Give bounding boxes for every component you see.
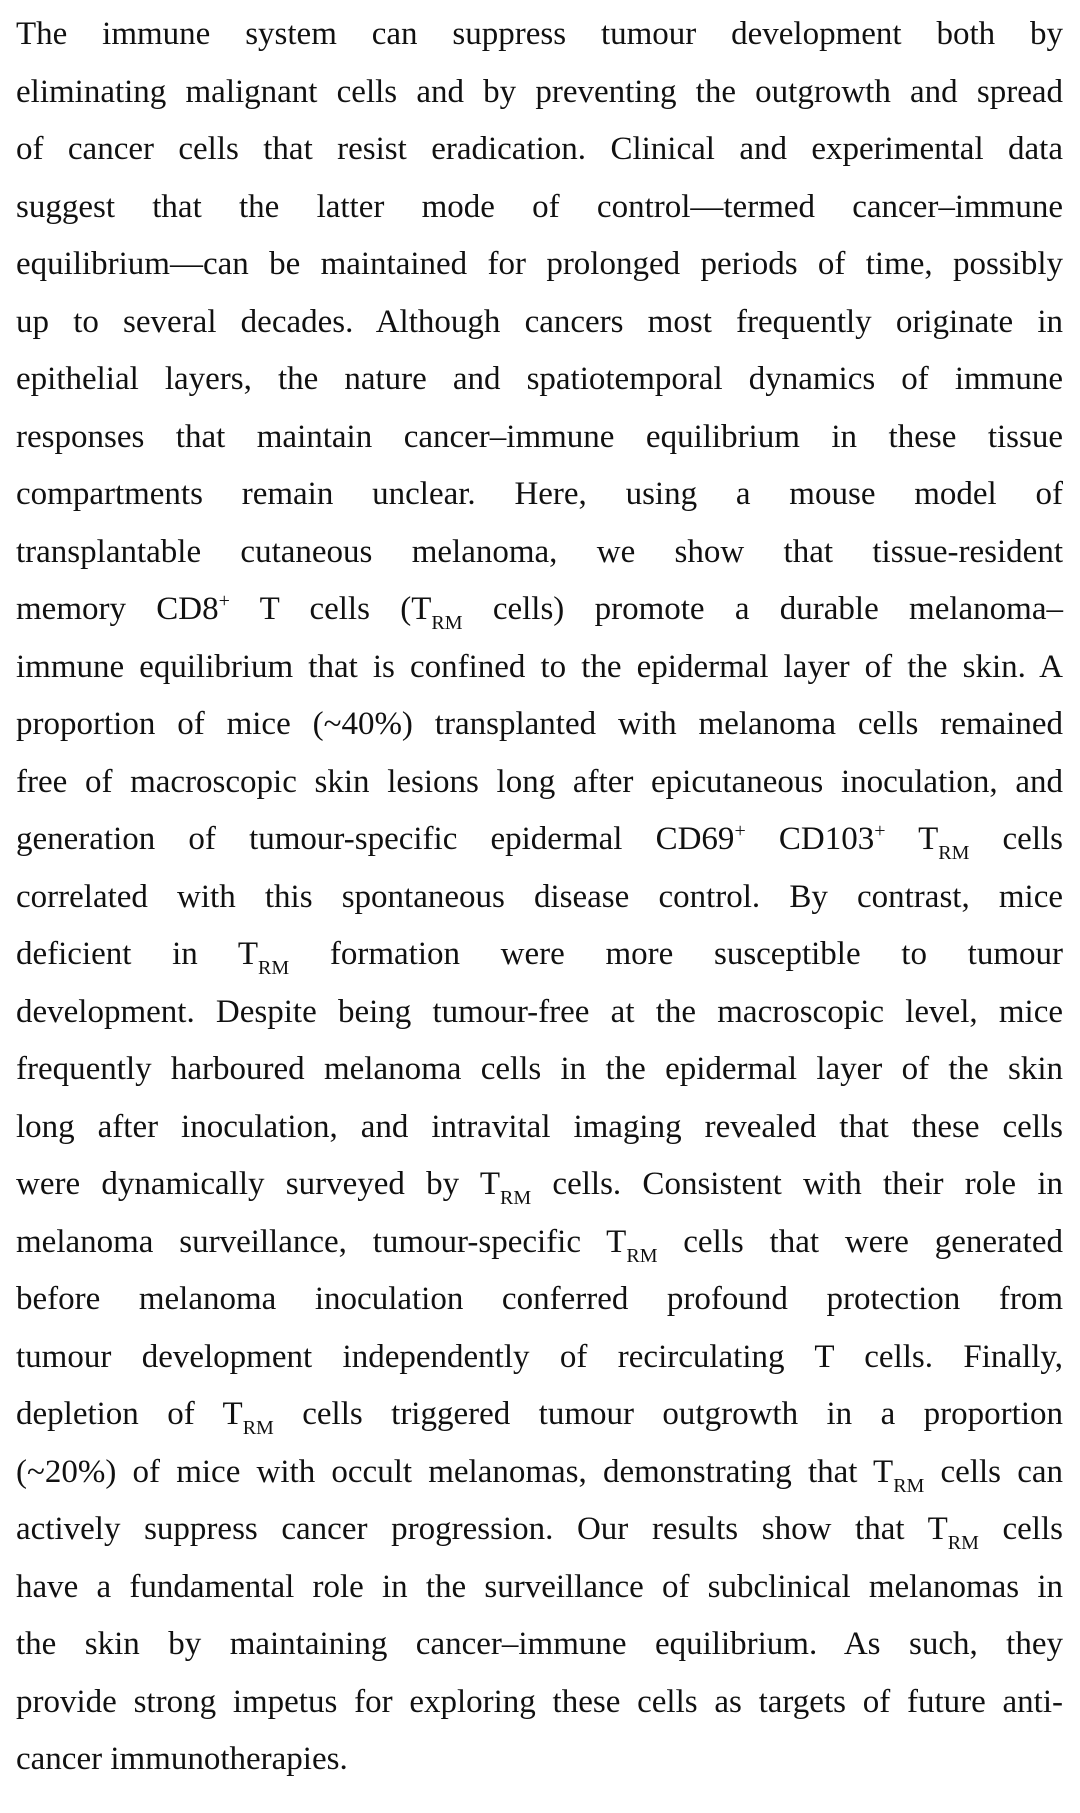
text-run: cells can xyxy=(924,1453,1063,1490)
text-run: equilibrium—can be maintained for prolonged periods of time, possibly xyxy=(16,246,1063,282)
text-run: frequently harboured melanoma cells in the epidermal layer of the skin xyxy=(16,1051,1063,1087)
superscript: + xyxy=(874,820,886,842)
text-run: of cancer cells that resist eradication. Clinical and experimental data xyxy=(16,131,1063,167)
text-run: cells xyxy=(969,821,1064,857)
paragraph-line xyxy=(16,581,1063,639)
text-run: depletion of T xyxy=(16,1396,243,1432)
text-run: cells) promote a durable melanoma– xyxy=(462,591,1063,627)
text-run: provide strong impetus for exploring these cells as targets of future anti- xyxy=(16,1683,1063,1720)
text-run: deficient in T xyxy=(16,936,259,972)
text-run: up to several decades. Although cancers most frequently originate in xyxy=(16,303,1063,340)
paragraph-line xyxy=(16,121,1063,179)
text-run: CD103 xyxy=(745,821,875,857)
text-run: cells xyxy=(978,1511,1063,1547)
paragraph-line xyxy=(16,1329,1063,1387)
paragraph-line xyxy=(16,1501,1063,1559)
text-run: epithelial layers, the nature and spatiotemporal dynamics of immune xyxy=(16,361,1063,397)
paragraph-line xyxy=(16,754,1063,812)
subscript: RM xyxy=(893,1474,925,1497)
text-run: cells that were generated xyxy=(657,1223,1063,1260)
paragraph-line xyxy=(16,984,1063,1042)
paragraph-line xyxy=(16,524,1063,582)
paragraph-line xyxy=(16,179,1063,237)
text-run: responses that maintain cancer–immune equilibrium in these tissue xyxy=(16,418,1063,455)
subscript: RM xyxy=(938,842,970,864)
paragraph-line xyxy=(16,1559,1063,1617)
paragraph-line xyxy=(16,869,1063,927)
paragraph-line xyxy=(16,236,1063,294)
text-run: long after inoculation, and intravital imaging revealed that these cells xyxy=(16,1108,1063,1145)
text-run: cancer immunotherapies. xyxy=(16,1741,348,1777)
paragraph-line xyxy=(16,1214,1063,1272)
paragraph-line xyxy=(16,696,1063,754)
paragraph-line xyxy=(16,1674,1063,1732)
text-run: generation of tumour-specific epidermal CD69 xyxy=(16,821,735,857)
paragraph-line xyxy=(16,64,1063,122)
subscript: RM xyxy=(242,1417,274,1439)
text-run: eliminating malignant cells and by preventing the outgrowth and spread xyxy=(16,73,1063,110)
text-run: actively suppress cancer progression. Our results show that T xyxy=(16,1511,948,1547)
text-run: proportion of mice (~40%) transplanted with melanoma cells remained xyxy=(16,706,1063,742)
text-run: The immune system can suppress tumour development both by xyxy=(16,16,1063,52)
subscript: RM xyxy=(258,957,290,979)
paragraph-line xyxy=(16,639,1063,697)
text-run: formation were more susceptible to tumour xyxy=(289,936,1063,972)
paragraph-line xyxy=(16,1444,1063,1502)
text-run: melanoma surveillance, tumour-specific T xyxy=(16,1223,627,1260)
paragraph-line xyxy=(16,811,1063,869)
superscript: + xyxy=(734,820,746,842)
subscript: RM xyxy=(626,1244,658,1267)
text-run: tumour development independently of recirculating T cells. Finally, xyxy=(16,1338,1063,1375)
text-run: memory CD8 xyxy=(16,591,219,627)
text-run: compartments remain unclear. Here, using a mouse model of xyxy=(16,476,1063,512)
paragraph-line xyxy=(16,294,1063,352)
paragraph-line xyxy=(16,466,1063,524)
text-run: cells triggered tumour outgrowth in a proportion xyxy=(273,1396,1063,1432)
text-run: before melanoma inoculation conferred profound protection from xyxy=(16,1281,1063,1317)
text-run: development. Despite being tumour-free at the macroscopic level, mice xyxy=(16,993,1063,1030)
text-run: T cells (T xyxy=(229,591,432,627)
paragraph-line xyxy=(16,1156,1063,1214)
text-run: T xyxy=(885,821,939,857)
text-run: the skin by maintaining cancer–immune equilibrium. As such, they xyxy=(16,1626,1063,1662)
subscript: RM xyxy=(431,612,463,634)
text-run: correlated with this spontaneous disease control. By contrast, mice xyxy=(16,878,1063,915)
paragraph-line xyxy=(16,1386,1063,1444)
paragraph-line xyxy=(16,6,1063,64)
text-run: have a fundamental role in the surveillance of subclinical melanomas in xyxy=(16,1568,1063,1605)
paragraph-line xyxy=(16,351,1063,409)
text-run: suggest that the latter mode of control—termed cancer–immune xyxy=(16,188,1063,225)
text-run: cells. Consistent with their role in xyxy=(531,1166,1064,1202)
paragraph-line xyxy=(16,926,1063,984)
abstract-text xyxy=(16,6,1063,1789)
superscript: + xyxy=(218,590,230,612)
paragraph-line xyxy=(16,1731,1063,1789)
text-run: were dynamically surveyed by T xyxy=(16,1166,501,1202)
paragraph-line xyxy=(16,1616,1063,1674)
text-run: transplantable cutaneous melanoma, we show that tissue-resident xyxy=(16,533,1063,570)
paragraph-line xyxy=(16,1099,1063,1157)
paragraph-line xyxy=(16,1041,1063,1099)
subscript: RM xyxy=(947,1532,979,1554)
text-run: immune equilibrium that is confined to the epidermal layer of the skin. A xyxy=(16,648,1063,685)
paragraph-line xyxy=(16,1271,1063,1329)
text-run: free of macroscopic skin lesions long after epicutaneous inoculation, and xyxy=(16,763,1063,800)
subscript: RM xyxy=(500,1187,532,1209)
paragraph-line xyxy=(16,409,1063,467)
text-run: (~20%) of mice with occult melanomas, demonstrating that T xyxy=(16,1453,894,1490)
